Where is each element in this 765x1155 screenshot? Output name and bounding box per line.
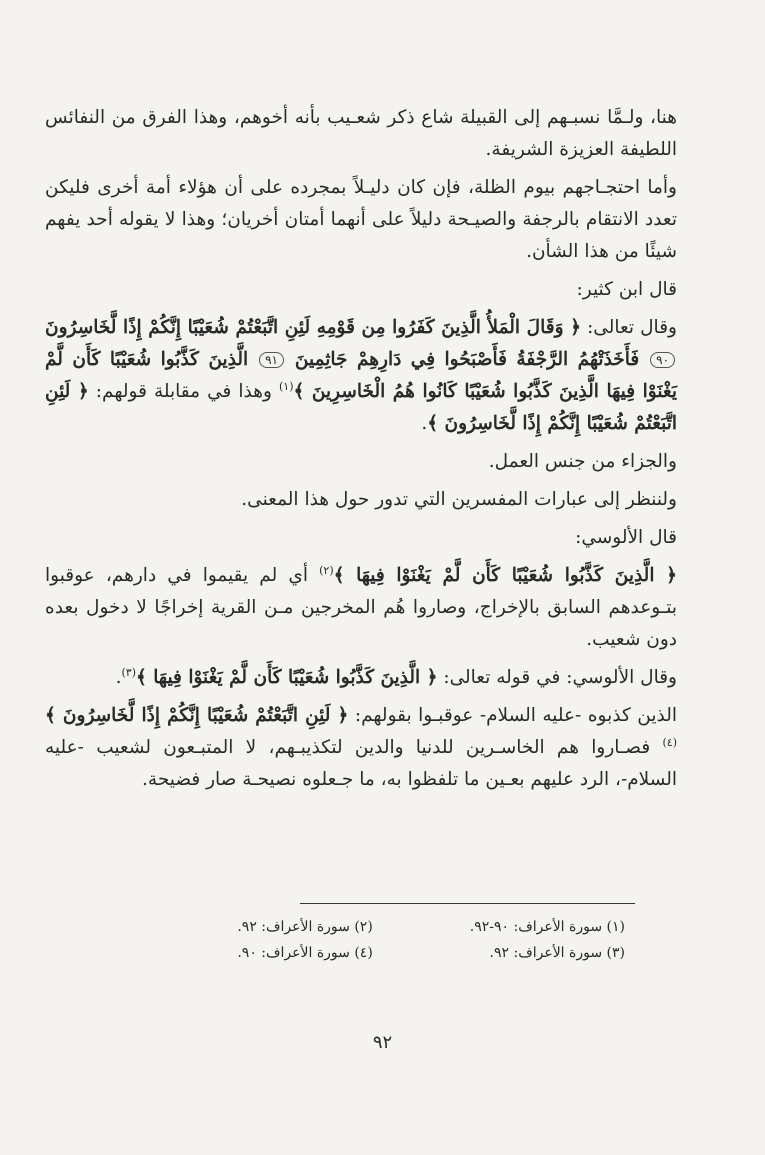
quran-verse-part-4: ﴿ لَئِنِ اتَّبَعْتُمْ شُعَيْبًا إِنَّكُمْ إِذًا لَّخَاسِرُونَ ﴾ — [45, 381, 677, 434]
paragraph-2: وأما احتجـاجهم بيوم الظلة، فإن كان دليـلاً بمجرده على أن هؤلاء أمة أخرى فليكن تعدد الانتقام بالرجفة والصيـحة دليلاً على أنهما أمتان أخريان؛ وهذا لا يقوله أحد يفهم شيئًا من هذا الشأن. — [45, 177, 677, 262]
quran-verse-part-1: ﴿ وَقَالَ الْمَلأُ الَّذِينَ كَفَرُوا مِن قَوْمِهِ لَئِنِ اتَّبَعْتُمْ شُعَيْبًا إِنَّكُمْ إِذًا لَّخَاسِرُونَ — [45, 317, 581, 338]
footnote-ref-1: (١) — [278, 379, 294, 393]
footnote-divider — [300, 903, 635, 904]
footnote-ref-2: (٢) — [319, 563, 334, 577]
paragraph-8 — [45, 560, 677, 656]
period: . — [115, 667, 122, 688]
commentary-text: أي لم يقيموا في دارهم، عوقبوا بتـوعدهم السابق بالإخراج، وصاروا هُم المخرجين مـن القرية إخراجًا لا دخول بعده دون شعيب. — [45, 565, 677, 650]
paragraph-9 — [45, 662, 677, 694]
intro-text: وقال الألوسي: في قوله تعالى: — [443, 667, 677, 688]
quran-verse-part-3: الَّذِينَ كَذَّبُوا شُعَيْبًا كَأَن لَّمْ يَغْنَوْا فِيهَا الَّذِينَ كَذَّبُوا شُعَيْبًا كَانُوا هُمُ الْخَاسِرِينَ ﴾ — [45, 349, 677, 402]
footnote-4: (٤) سورة الأعراف: ٩٠. — [237, 945, 373, 961]
paragraph-1: هنا، ولـمَّا نسبـهم إلى القبيلة شاع ذكر شعـيب بأنه أخوهم، وهذا الفرق من النفائس اللطيفة العزيزة الشريفة. — [45, 107, 677, 160]
paragraph-4 — [45, 312, 677, 440]
ayah-number-90: ٩٠ — [650, 352, 675, 368]
commentary-text: فصـاروا هم الخاسـرين للدنيا والدين لتكذيبـهم، لا المتبـعون لشعيب -عليه السلام-، الرد عليهم بعـين ما تلفظوا به، ما جـعلوه نصيحـة صار فضيحة. — [45, 737, 677, 790]
quran-verse: ﴿ الَّذِينَ كَذَّبُوا شُعَيْبًا كَأَن لَّمْ يَغْنَوْا فِيهَا ﴾ — [136, 667, 438, 688]
footnote-ref-4: (٤) — [662, 735, 677, 749]
footnote-row — [140, 940, 625, 966]
comparison-text: وهذا في مقابلة قولهم: — [95, 381, 272, 402]
paragraph-7-heading: قال الألوسي: — [575, 527, 677, 548]
quran-verse: ﴿ لَئِنِ اتَّبَعْتُمْ شُعَيْبًا إِنَّكُمْ إِذًا لَّخَاسِرُونَ ﴾ — [45, 705, 349, 726]
paragraph-6: ولننظر إلى عبارات المفسرين التي تدور حول هذا المعنى. — [241, 489, 677, 510]
paragraph-5: والجزاء من جنس العمل. — [488, 451, 677, 472]
quran-verse-part-2: فَأَخَذَتْهُمُ الرَّجْفَةُ فَأَصْبَحُوا فِي دَارِهِمْ جَاثِمِينَ — [294, 349, 640, 370]
footnote-ref-3: (٣) — [121, 665, 137, 679]
footnotes — [140, 914, 625, 966]
ayah-number-91: ٩١ — [259, 352, 284, 368]
paragraph-3-heading: قال ابن كثير: — [576, 279, 677, 300]
footnote-1: (١) سورة الأعراف: ٩٠-٩٢. — [469, 919, 625, 935]
paragraph-10 — [45, 700, 677, 796]
intro-text: وقال تعالى: — [587, 317, 677, 338]
footnote-row — [140, 914, 625, 940]
footnote-3: (٣) سورة الأعراف: ٩٢. — [489, 945, 625, 961]
footnote-2: (٢) سورة الأعراف: ٩٢. — [237, 919, 373, 935]
intro-text: الذين كذبوه -عليه السلام- عوقبـوا بقولهم: — [354, 705, 678, 726]
main-text — [45, 102, 677, 802]
quran-verse: ﴿ الَّذِينَ كَذَّبُوا شُعَيْبًا كَأَن لَّمْ يَغْنَوْا فِيهَا ﴾ — [333, 565, 677, 586]
period: . — [421, 413, 428, 434]
page-number: ٩٢ — [372, 1032, 393, 1053]
